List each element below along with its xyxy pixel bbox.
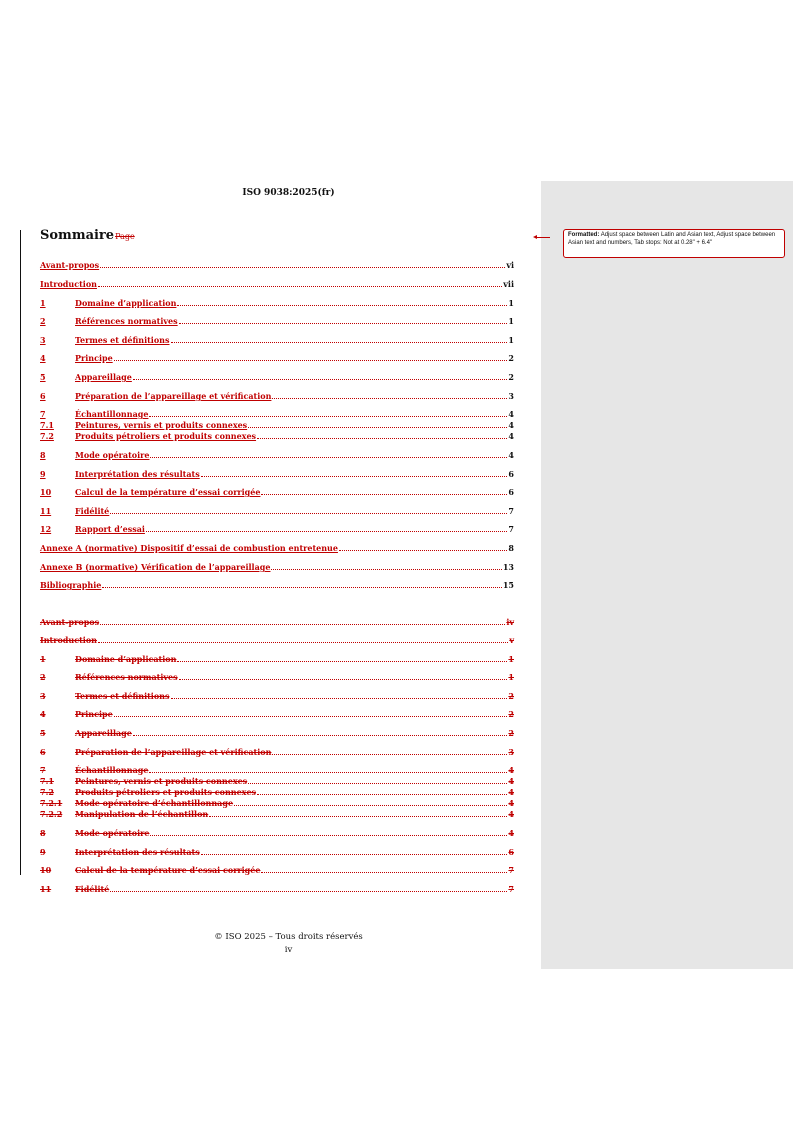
toc-entry-page: iv	[506, 617, 514, 627]
toc-entry-page: 1	[508, 654, 514, 664]
toc-entry-text: Calcul de la température d’essai corrigée	[75, 865, 261, 875]
toc-entry-page: 2	[508, 372, 514, 382]
toc-entry-text: Domaine d’application	[75, 654, 177, 664]
toc-entry-page: 13	[502, 562, 514, 572]
toc-entry-number: 4	[40, 709, 46, 719]
toc-entry-text: Fidélité	[75, 884, 110, 894]
toc-entry-number: 9	[40, 847, 46, 857]
toc-entry-text: Interprétation des résultats	[75, 847, 200, 857]
toc-entry-page: vi	[506, 260, 514, 270]
toc-entry[interactable]	[40, 333, 514, 345]
toc-entry-text: Peintures, vernis et produits connexes	[75, 420, 248, 430]
comment-label: Formatted:	[568, 232, 600, 238]
footer-page-number: iv	[284, 945, 293, 955]
toc-entry-page: 6	[508, 847, 514, 857]
toc-entry-text: Domaine d’application	[75, 298, 177, 308]
toc-entry-number: 1	[40, 298, 46, 308]
toc-entry[interactable]	[40, 389, 514, 401]
toc-entry-text: Fidélité	[75, 506, 110, 516]
toc-entry-number: 4	[40, 353, 46, 363]
toc-entry-page: 7	[508, 865, 514, 875]
toc-entry-number: 6	[40, 391, 46, 401]
toc-entry-number: 11	[40, 884, 52, 894]
toc-entry-page: 3	[508, 391, 514, 401]
toc-entry-deleted[interactable]	[40, 863, 514, 875]
toc-entry-number: 7	[40, 765, 46, 775]
toc-entry-number: 12	[40, 524, 52, 534]
toc-entry-deleted[interactable]	[40, 745, 514, 757]
toc-entry-page: 8	[508, 543, 514, 553]
arrow-left-icon	[533, 235, 537, 239]
toc-entry-text: Introduction	[40, 279, 97, 289]
toc-entry-number: 7.1	[40, 420, 54, 430]
toc-entry-page: 2	[508, 353, 514, 363]
toc-entry-text: Échantillonnage	[75, 765, 149, 775]
toc-entry-number: 2	[40, 672, 46, 682]
toc-entry-page: 4	[508, 828, 514, 838]
toc-entry-text: Interprétation des résultats	[75, 469, 200, 479]
toc-entry-text: Manipulation de l’échantillon	[75, 809, 209, 819]
toc-entry-number: 2	[40, 316, 46, 326]
toc-entry[interactable]	[40, 560, 514, 572]
toc-entry[interactable]	[40, 370, 514, 382]
toc-entry[interactable]	[40, 485, 514, 497]
toc-entry-page: 1	[508, 316, 514, 326]
toc-entry-number: 10	[40, 865, 52, 875]
toc-entry-deleted[interactable]	[40, 670, 514, 682]
toc-entry-text: Annexe A (normative) Dispositif d’essai de combustion entretenue	[40, 543, 338, 553]
markup-pane	[541, 181, 793, 969]
toc-entry-number: 6	[40, 747, 46, 757]
toc-entry-page: 1	[508, 335, 514, 345]
toc-entry-page: 2	[508, 709, 514, 719]
toc-entry[interactable]	[40, 277, 514, 289]
toc-entry[interactable]	[40, 578, 514, 590]
toc-entry-page: 6	[508, 469, 514, 479]
title-deleted-text: Page	[115, 232, 135, 241]
toc-entry-page: 15	[502, 580, 514, 590]
toc-entry-page: 7	[508, 506, 514, 516]
toc-entry-page: 7	[508, 524, 514, 534]
toc-entry-page: 4	[508, 776, 514, 786]
toc-entry-text: Bibliographie	[40, 580, 102, 590]
toc-entry-deleted[interactable]	[40, 707, 514, 719]
toc-entry-text: Calcul de la température d’essai corrigée	[75, 487, 261, 497]
toc-entry-page: 4	[508, 409, 514, 419]
title-text: Sommaire	[40, 228, 115, 243]
toc-entry-text: Échantillonnage	[75, 409, 149, 419]
toc-entry-deleted[interactable]	[40, 615, 514, 627]
toc-entry-number: 7.2	[40, 787, 54, 797]
format-comment-balloon[interactable]	[563, 229, 785, 258]
toc-entry-page: v	[509, 635, 514, 645]
toc-entry-number: 7.2	[40, 431, 54, 441]
toc-entry-page: 3	[508, 747, 514, 757]
toc-entry[interactable]	[40, 351, 514, 363]
toc-entry-number: 11	[40, 506, 52, 516]
toc-entry[interactable]	[40, 258, 514, 270]
toc-entry-text: Termes et définitions	[75, 335, 170, 345]
toc-entry-page: 1	[508, 298, 514, 308]
toc-entry-deleted[interactable]	[40, 652, 514, 664]
toc-entry-text: Mode opératoire	[75, 828, 150, 838]
toc-entry-text: Produits pétroliers et produits connexes	[75, 787, 257, 797]
toc-entry-text: Mode opératoire d’échantillonnage	[75, 798, 234, 808]
toc-entry-deleted[interactable]	[40, 689, 514, 701]
page-header: ISO 9038:2025(fr)	[242, 188, 335, 198]
toc-entry-number: 7.2.1	[40, 798, 63, 808]
toc-entry[interactable]	[40, 429, 514, 441]
toc-entry-page: 1	[508, 672, 514, 682]
toc-entry-number: 5	[40, 728, 46, 738]
toc-entry-text: Préparation de l’appareillage et vérification	[75, 747, 272, 757]
toc-entry-text: Introduction	[40, 635, 97, 645]
toc-entry-number: 1	[40, 654, 46, 664]
toc-entry-deleted[interactable]	[40, 882, 514, 894]
toc-entry-page: 4	[508, 787, 514, 797]
toc-entry-text: Principe	[75, 353, 113, 363]
toc-entry-text: Rapport d’essai	[75, 524, 145, 534]
toc-entry-page: 2	[508, 728, 514, 738]
toc-entry-number: 9	[40, 469, 46, 479]
toc-entry-text: Annexe B (normative) Vérification de l’appareillage	[40, 562, 271, 572]
toc-entry[interactable]	[40, 314, 514, 326]
toc-entry-text: Préparation de l’appareillage et vérification	[75, 391, 272, 401]
toc-entry-text: Peintures, vernis et produits connexes	[75, 776, 248, 786]
toc-entry-text: Principe	[75, 709, 113, 719]
toc-entry-text: Références normatives	[75, 316, 178, 326]
toc-entry-page: 4	[508, 450, 514, 460]
toc-entry[interactable]	[40, 296, 514, 308]
toc-entry-number: 8	[40, 828, 46, 838]
toc-entry-text: Appareillage	[75, 728, 132, 738]
toc-entry-page: 4	[508, 765, 514, 775]
toc-entry-text: Avant-propos	[40, 617, 100, 627]
toc-entry-number: 7	[40, 409, 46, 419]
toc-entry-text: Mode opératoire	[75, 450, 150, 460]
toc-entry-page: 4	[508, 420, 514, 430]
comment-text: Adjust space between Latin and Asian text, Adjust space between Asian text and numbers, Tab stops: Not at 0.28" + 6.4"	[568, 232, 776, 246]
toc-entry-page: 4	[508, 809, 514, 819]
toc-entry-number: 7.2.2	[40, 809, 63, 819]
toc-entry-deleted[interactable]	[40, 807, 514, 819]
toc-entry-number: 5	[40, 372, 46, 382]
toc-entry-page: 6	[508, 487, 514, 497]
toc-entry-text: Références normatives	[75, 672, 178, 682]
toc-entry-page: 4	[508, 431, 514, 441]
toc-entry-page: vii	[503, 279, 514, 289]
toc-entry-deleted[interactable]	[40, 633, 514, 645]
toc-entry-number: 10	[40, 487, 52, 497]
footer-copyright: © ISO 2025 – Tous droits réservés	[214, 932, 363, 942]
toc-entry-number: 3	[40, 691, 46, 701]
toc-entry-number: 3	[40, 335, 46, 345]
toc-entry-deleted[interactable]	[40, 826, 514, 838]
toc-entry-page: 2	[508, 691, 514, 701]
toc-entry[interactable]	[40, 522, 514, 534]
toc-entry[interactable]	[40, 541, 514, 553]
toc-entry-text: Appareillage	[75, 372, 132, 382]
toc-entry-deleted[interactable]	[40, 726, 514, 738]
toc-entry-number: 8	[40, 450, 46, 460]
toc-entry-deleted[interactable]	[40, 845, 514, 857]
toc-entry-text: Termes et définitions	[75, 691, 170, 701]
toc-entry-text: Avant-propos	[40, 260, 100, 270]
toc-entry[interactable]	[40, 467, 514, 479]
toc-entry-page: 7	[508, 884, 514, 894]
toc-entry[interactable]	[40, 448, 514, 460]
toc-entry-number: 7.1	[40, 776, 54, 786]
page-title	[40, 228, 135, 243]
change-bar	[20, 230, 21, 875]
toc-entry[interactable]	[40, 504, 514, 516]
toc-entry-page: 4	[508, 798, 514, 808]
toc-entry-text: Produits pétroliers et produits connexes	[75, 431, 257, 441]
